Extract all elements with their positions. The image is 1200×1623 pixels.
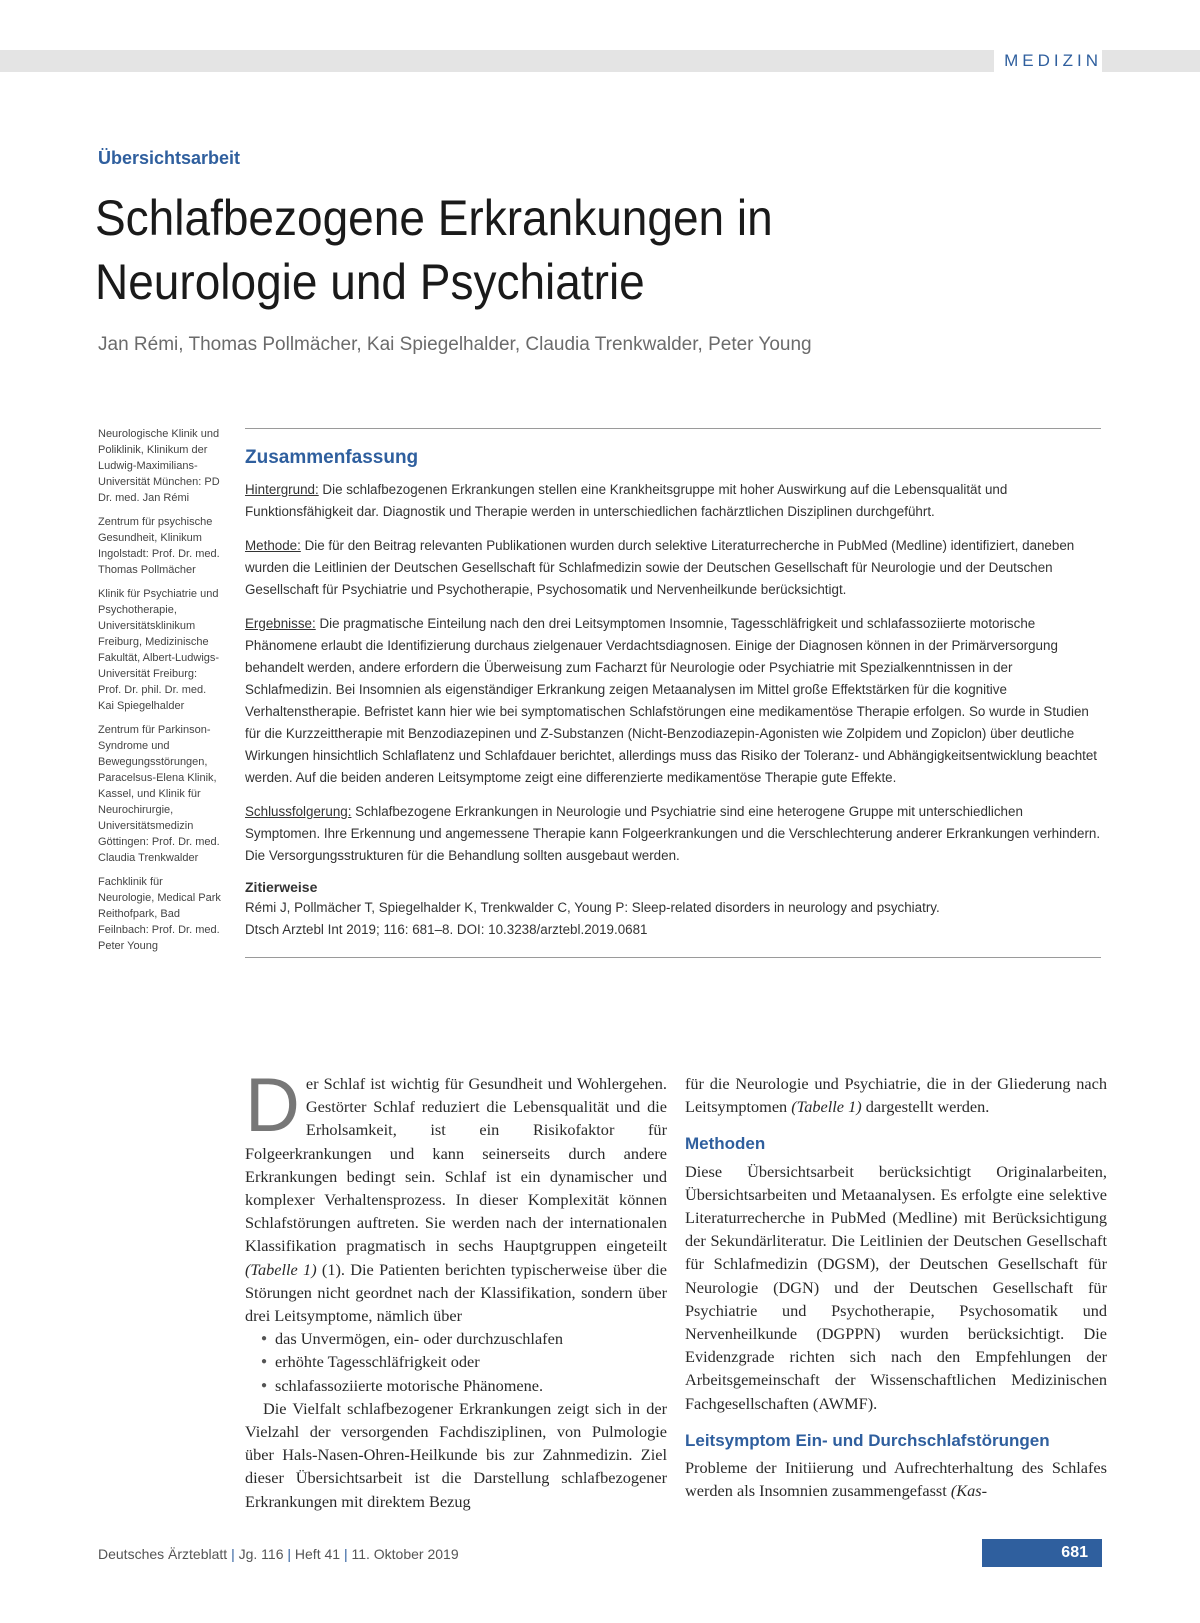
body-paragraph: Die Vielfalt schlafbezogener Erkrankungen zeigt sich in der Vielzahl der versorgenden Fachdisziplinen, von Pulmologie über Hals-Nasen-Ohren-Heilkunde bis zur Zahnmedizin. Ziel dieser Übersichtsarbeit ist die Darstellung schlafbezogener Erkrankungen mit direktem Bezug: [245, 1398, 667, 1511]
abstract-results: [245, 613, 1101, 789]
body-text: für die Neurologie und Psychiatrie, die in der Gliederung nach Leitsymptomen: [685, 1074, 1107, 1117]
intro-paragraph: [245, 1063, 667, 1327]
list-item: ● schlafassoziierte motorische Phänomene.: [261, 1374, 667, 1397]
affiliation: Neurologische Klinik und Poliklinik, Klinikum der Ludwig-Maximilians-Universität München: PD Dr. med. Jan Rémi: [98, 428, 220, 504]
symptom-heading: Leitsymptom Ein- und Durchschlafstörungen: [685, 1430, 1050, 1450]
symptom-text: Probleme der Initiierung und Aufrechterhaltung des Schlafes werden als Insomnien zusammengefasst: [685, 1458, 1107, 1501]
drop-cap: D: [245, 1063, 300, 1148]
footer-volume: Jg. 116: [238, 1546, 284, 1562]
footer-date: 11. Oktober 2019: [351, 1546, 459, 1562]
abstract-methods: [245, 535, 1101, 601]
abstract-conclusion-text: Schlafbezogene Erkrankungen in Neurologie und Psychiatrie sind eine heterogene Gruppe mit unterschiedlichen Symptomen. Ihre Erkennung und angemessene Therapie kann Folgeerkrankungen und die Verschlechterung anderer Erkrankungen verhindern. Die Versorgungsstrukturen für die Behandlung sollten ausgebaut werden.: [245, 804, 1101, 863]
citation-line: Rémi J, Pollmächer T, Spiegelhalder K, Trenkwalder C, Young P: Sleep-related disorders in neurology and psychiatry.: [245, 900, 940, 915]
methods-paragraph: Diese Übersichtsarbeit berücksichtigt Originalarbeiten, Übersichtsarbeiten und Metaanalysen. Es erfolgte eine selektive Literaturrecherche in PubMed (Medline) mit Berücksichtigung der Sekundärliteratur. Die Leitlinien der Deutschen Gesellschaft für Schlafmedizin (DGSM), der Deutschen Gesellschaft für Neurologie (DGN) und der Deutschen Gesellschaft für Psychiatrie und Psychotherapie, Psychosomatik und Nervenheilkunde (DGPPN) wurden berücksichtigt. Die Evidenzgrade richten sich nach den Empfehlungen der Arbeitsgemeinschaft der Wissenschaftlichen Medizinischen Fachgesellschaften (AWMF).: [685, 1161, 1107, 1413]
section-label: MEDIZIN: [994, 50, 1102, 72]
body-column-left: [245, 1063, 667, 1513]
intro-text: er Schlaf ist wichtig für Gesundheit und Wohlergehen. Gestörter Schlaf reduziert die Lebensqualität und die Erholsamkeit, ist ein Risikofaktor für Folgeerkrankungen und kann seinerseits durch andere Erkrankungen bedingt sein. Schlaf ist ein dynamischer und komplexer Verhaltensprozess. In dieser Komplexität können Schlafstörungen auftreten. Sie werden nach der internationalen Klassifikation pragmatisch in sechs Hauptgruppen eingeteilt: [245, 1074, 667, 1256]
abstract-background-label: Hintergrund:: [245, 482, 319, 497]
citation-heading: Zitierweise: [245, 879, 318, 895]
abstract-methods-text: Die für den Beitrag relevanten Publikationen wurden durch selektive Literaturrecherche in PubMed (Medline) identifiziert, daneben wurden die Leitlinien der Deutschen Gesellschaft für Schlafmedizin sowie der Deutschen Gesellschaft für Neurologie und der Deutschen Gesellschaft für Psychiatrie und Psychotherapie, Psychosomatik und Nervenheilkunde berücksichtigt.: [245, 538, 1075, 597]
affiliation: Fachklinik für Neurologie, Medical Park Reithofpark, Bad Feilnbach: Prof. Dr. med. Peter Young: [98, 876, 221, 952]
table-reference: (Tabelle 1): [245, 1259, 317, 1279]
abstract-results-text: Die pragmatische Einteilung nach den drei Leitsymptomen Insomnie, Tagesschläfrigkeit und schlafassoziierte motorische Phänomene erlaubt die Identifizierung durchaus zielgenauer Verdachtsdiagnosen. Einige der Diagnosen können in der Primärversorgung behandelt werden, andere erfordern die Überweisung zum Facharzt für Neurologie oder Psychiatrie mit Spezialkenntnissen in der Schlafmedizin. Bei Insomnien als eigenständiger Erkrankung zeigen Metaanalysen im Mittel große Effektstärken für die kognitive Verhaltenstherapie. Befristet kann hier wie bei symptomatischen Schlafstörungen eine medikamentöse Therapie erfolgen. So wurde in Studien für die Kurzzeittherapie mit Benzodiazepinen und Z-Substanzen (Nicht-Benzodiazepin-Agonisten wie Zolpidem und Zopiclon) über deutliche Wirkungen hinsichtlich Schlaflatenz und Schlafdauer berichtet, allerdings muss das Risiko der Toleranz- und Abhängigkeitsentwicklung beachtet werden. Auf die beiden anderen Leitsymptome zeigt eine differenzierte medikamentöse Therapie gute Effekte.: [245, 616, 1098, 785]
abstract-heading: Zusammenfassung: [245, 447, 419, 468]
abstract-background: [245, 479, 1101, 523]
footer-separator: |: [343, 1546, 348, 1562]
article-type: Übersichtsarbeit: [98, 148, 241, 168]
affiliations: [98, 426, 222, 962]
list-item: ● erhöhte Tagesschläfrigkeit oder: [261, 1350, 667, 1373]
footer-issue: Heft 41: [294, 1546, 341, 1562]
table-reference: (Kas-: [950, 1481, 988, 1501]
body-paragraph: [685, 1072, 1107, 1118]
abstract-conclusion-label: Schlussfolgerung:: [245, 804, 352, 819]
methods-heading: Methoden: [685, 1134, 766, 1154]
affiliation: Klinik für Psychiatrie und Psychotherapie, Universitätsklinikum Freiburg, Medizinische Fakultät, Albert-Ludwigs-Universität Freiburg: Prof. Dr. phil. Dr. med. Kai Spiegelhalder: [98, 588, 220, 712]
abstract-methods-label: Methode:: [245, 538, 301, 553]
intro-text-cont: (1). Die Patienten berichten typischerweise über die Störungen nicht geordnet nach der Klassifikation, sondern über drei Leitsymptome, nämlich über: [245, 1259, 667, 1326]
symptom-list: [245, 1327, 667, 1397]
abstract-background-text: Die schlafbezogenen Erkrankungen stellen eine Krankheitsgruppe mit hoher Auswirkung auf die Lebensqualität und Funktionsfähigkeit dar. Diagnostik und Therapie werden in unterschiedlichen fachärztlichen Disziplinen durchgeführt.: [245, 482, 1008, 519]
affiliation: Zentrum für Parkinson-Syndrome und Bewegungsstörungen, Paracelsus-Elena Klinik, Kassel, und Klinik für Neurochirurgie, Universitätsmedizin Göttingen: Prof. Dr. med. Claudia Trenkwalder: [98, 724, 220, 864]
symptom-paragraph: [685, 1456, 1107, 1502]
article-authors: Jan Rémi, Thomas Pollmächer, Kai Spiegelhalder, Claudia Trenkwalder, Peter Young: [98, 334, 812, 355]
footer-separator: |: [287, 1546, 292, 1562]
body-text-cont: dargestellt werden.: [861, 1097, 990, 1117]
article-title: Schlafbezogene Erkrankungen in Neurologie und Psychiatrie: [95, 190, 773, 310]
table-reference: (Tabelle 1): [791, 1097, 862, 1117]
abstract-conclusion: [245, 801, 1101, 867]
footer-citation: [98, 1546, 459, 1562]
list-item: ● das Unvermögen, ein- oder durchzuschlafen: [261, 1327, 667, 1350]
citation-line: Dtsch Arztebl Int 2019; 116: 681–8. DOI: 10.3238/arztebl.2019.0681: [245, 922, 648, 937]
footer-separator: |: [231, 1546, 235, 1562]
abstract-box: [245, 428, 1101, 958]
footer-journal: Deutsches Ärzteblatt: [98, 1546, 228, 1562]
body-column-right: [685, 1072, 1107, 1502]
affiliation: Zentrum für psychische Gesundheit, Klinikum Ingolstadt: Prof. Dr. med. Thomas Pollmächer: [98, 516, 220, 576]
page-number: 681: [982, 1539, 1102, 1567]
abstract-results-label: Ergebnisse:: [245, 616, 316, 631]
